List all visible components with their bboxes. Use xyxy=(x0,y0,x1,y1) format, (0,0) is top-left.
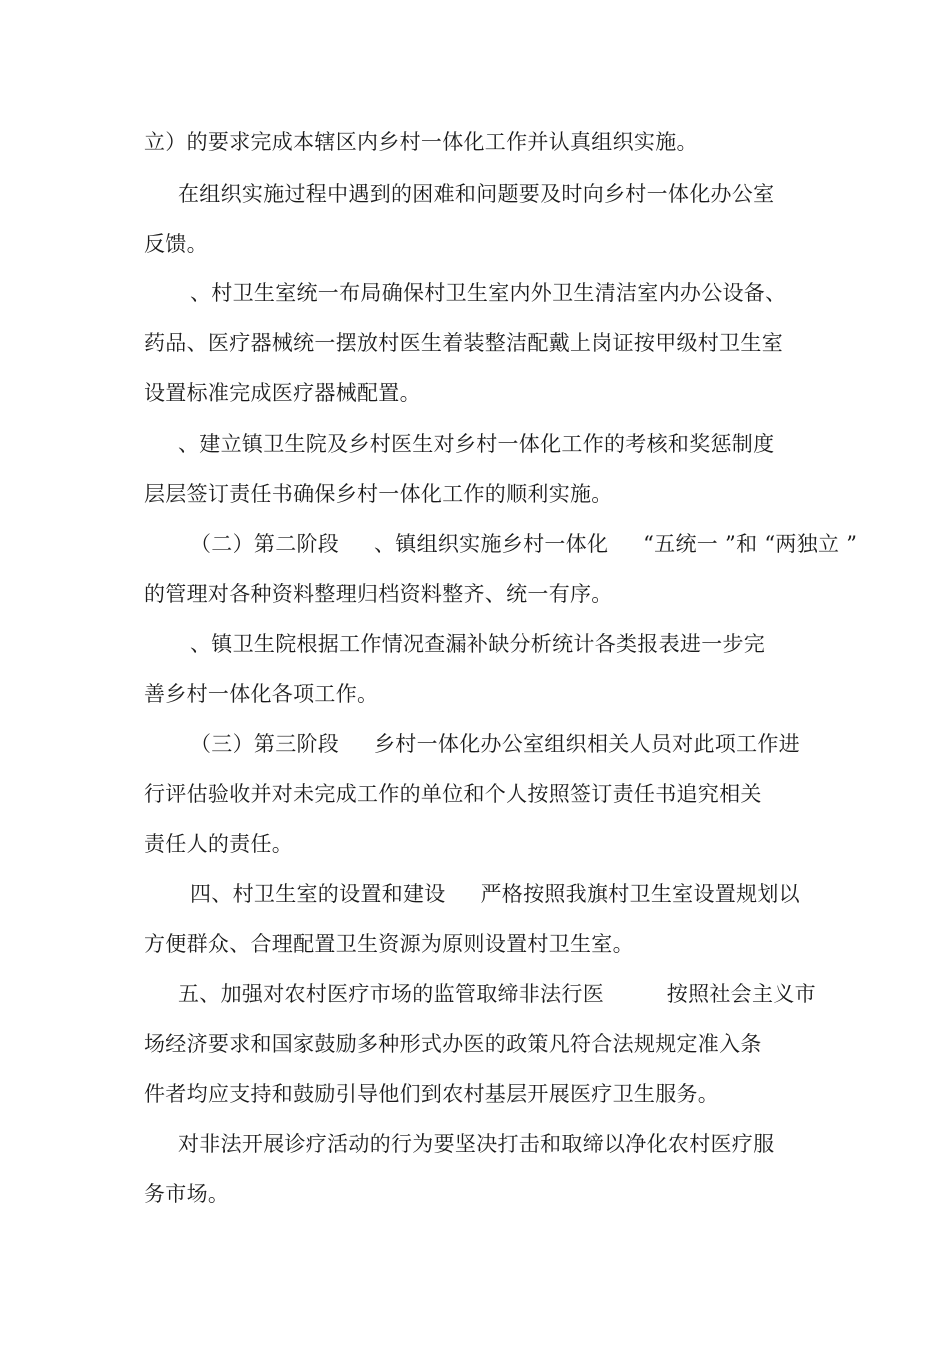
text-line: 设置标准完成医疗器械配置。 xyxy=(144,381,421,405)
text-line: 对非法开展诊疗活动的行为要坚决打击和取缔以净化农村医疗服 xyxy=(178,1132,775,1156)
text-line: 的管理对各种资料整理归档资料整齐、统一有序。 xyxy=(144,582,613,606)
text-line: 五、加强对农村医疗市场的监管取缔非法行医 按照社会主义市 xyxy=(178,982,816,1006)
text-line: （三）第三阶段 乡村一体化办公室组织相关人员对此项工作进 xyxy=(190,732,800,756)
text-line: 责任人的责任。 xyxy=(144,832,294,856)
text-line: 立）的要求完成本辖区内乡村一体化工作并认真组织实施。 xyxy=(144,130,698,154)
text-line: 四、村卫生室的设置和建设 严格按照我旗村卫生室设置规划以 xyxy=(190,882,800,906)
text-line: 在组织实施过程中遇到的困难和问题要及时向乡村一体化办公室 xyxy=(178,182,775,206)
text-line: 件者均应支持和鼓励引导他们到农村基层开展医疗卫生服务。 xyxy=(144,1082,720,1106)
text-line: 、镇卫生院根据工作情况查漏补缺分析统计各类报表进一步完 xyxy=(190,632,766,656)
text-line: 药品、医疗器械统一摆放村医生着装整洁配戴上岗证按甲级村卫生室 xyxy=(144,331,783,355)
text-line: （二）第二阶段 、镇组织实施乡村一体化 “五统一 ”和 “两独立 ” xyxy=(190,532,858,556)
text-line: 场经济要求和国家鼓励多种形式办医的政策凡符合法规规定准入条 xyxy=(144,1032,762,1056)
text-line: 行评估验收并对未完成工作的单位和个人按照签订责任书追究相关 xyxy=(144,782,762,806)
text-line: 、建立镇卫生院及乡村医生对乡村一体化工作的考核和奖惩制度 xyxy=(178,432,775,456)
text-line: 层层签订责任书确保乡村一体化工作的顺利实施。 xyxy=(144,482,613,506)
text-line: 方便群众、合理配置卫生资源为原则设置村卫生室。 xyxy=(144,932,634,956)
text-line: 善乡村一体化各项工作。 xyxy=(144,682,379,706)
text-line: 、村卫生室统一布局确保村卫生室内外卫生清洁室内办公设备、 xyxy=(190,281,787,305)
text-line: 务市场。 xyxy=(144,1182,230,1206)
text-line: 反馈。 xyxy=(144,232,208,256)
